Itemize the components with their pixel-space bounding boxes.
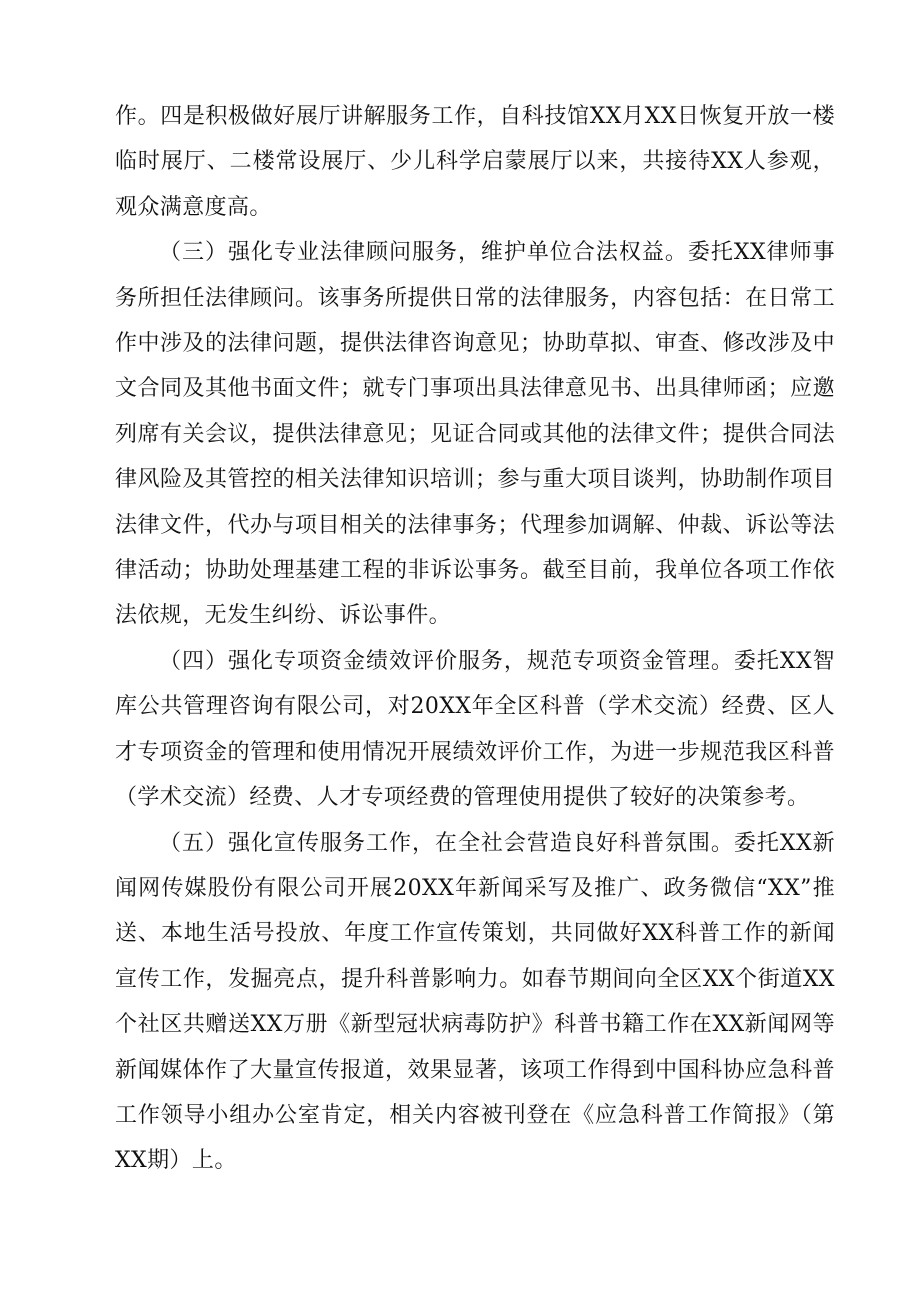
paragraph-publicity: （五）强化宣传服务工作，在全社会营造良好科普氛围。委托XX新闻网传媒股份有限公司开展20XX年新闻采写及推广、政务微信“XX”推送、本地生活号投放、年度工作宣传策划，共同做好XX科普工作的新闻宣传工作，发掘亮点，提升科普影响力。如春节期间向全区XX个街道XX个社区共赠送XX万册《新型冠状病毒防护》科普书籍工作在XX新闻网等新闻媒体作了大量宣传报道，效果显著，该项工作得到中国科协应急科普工作领导小组办公室肯定，相关内容被刊登在《应急科普工作简报》（第XX期）上。 (115, 830, 835, 1174)
paragraph-fund-evaluation: （四）强化专项资金绩效评价服务，规范专项资金管理。委托XX智库公共管理咨询有限公司，对20XX年全区科普（学术交流）经费、区人才专项资金的管理和使用情况开展绩效评价工作，为进一步规范我区科普（学术交流）经费、人才专项经费的管理使用提供了较好的决策参考。 (115, 648, 835, 811)
paragraph-continuation: 作。四是积极做好展厅讲解服务工作，自科技馆XX月XX日恢复开放一楼临时展厅、二楼常设展厅、少儿科学启蒙展厅以来，共接待XX人参观，观众满意度高。 (115, 104, 835, 220)
document-body (115, 94, 835, 1184)
paragraph-legal-counsel: （三）强化专业法律顾问服务，维护单位合法权益。委托XX律师事务所担任法律顾问。该事务所提供日常的法律服务，内容包括：在日常工作中涉及的法律问题，提供法律咨询意见；协助草拟、审查、修改涉及中文合同及其他书面文件；就专门事项出具法律意见书、出具律师函；应邀列席有关会议，提供法律意见；见证合同或其他的法律文件；提供合同法律风险及其管控的相关法律知识培训；参与重大项目谈判，协助制作项目法律文件，代办与项目相关的法律事务；代理参加调解、仲裁、诉讼等法律活动；协助处理基建工程的非诉讼事务。截至目前，我单位各项工作依法依规，无发生纠纷、诉讼事件。 (115, 240, 835, 629)
